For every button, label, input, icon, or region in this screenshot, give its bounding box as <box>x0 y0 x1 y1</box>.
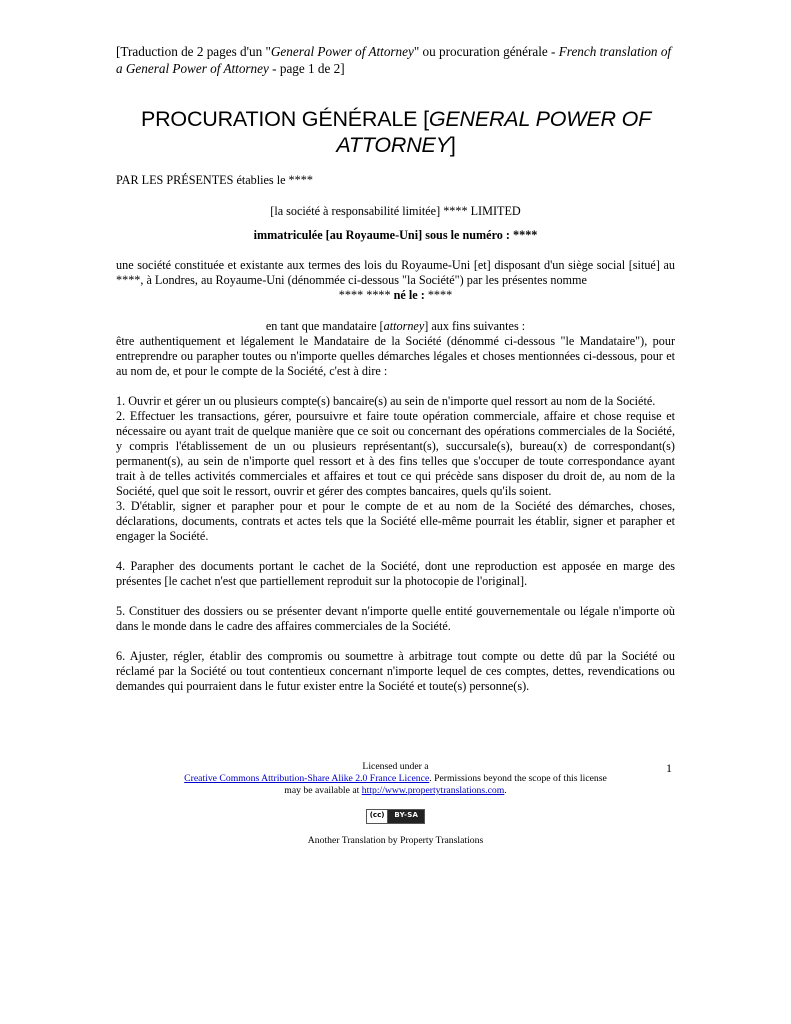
cc-by-sa-badge-icon[interactable]: (cc) BY-SA <box>366 809 426 824</box>
website-link[interactable]: http://www.propertytranslations.com <box>361 785 505 796</box>
document-title: PROCURATION GÉNÉRALE [GENERAL POWER OF ATTORNEY] <box>140 107 652 157</box>
clause-6: 6. Ajuster, régler, établir des compromis ou soumettre à arbitrage tout compte ou dette dû par la Société ou réclamé par la Société ou tout contentieux concernant n'importe lequel de ces comptes, dettes, revendications ou demandes qui pourraient dans le futur exister entre la Société et toute(s) personne(s). <box>116 649 675 693</box>
clause-3: 3. D'établir, signer et parapher pour et pour le compte de et au nom de la Société des démarches, choses, déclarations, documents, contrats et actes tels que la Société elle-même pourrait les établir, signer et parapher et engager la Société. <box>116 499 675 543</box>
header-text: - page 1 de 2] <box>268 61 345 76</box>
attribution-text: Another Translation by Property Translations <box>307 835 484 846</box>
clause-2: 2. Effectuer les transactions, gérer, poursuivre et faire toute opération commerciale, affaire et chose requise et nécessaire ou ayant trait de quelque manière que ce soit ou concernant des opérations commerciales de la Société, y compris l'établissement de un ou plusieurs représentant(s), succursale(s), bureau(x) de correspondant(s) permanent(s), au sein de n'importe quel ressort et à des fins telles que s'occuper de toute correspondance ayant trait à de telles activités commerciales et affaires et tout ce qui précède sans disposer du droit de, au nom de la Société, quel que soit le ressort, ouvrir et gérer des comptes bancaires, quels qu'ils soient. <box>116 409 675 498</box>
mandate-paragraph: être authentiquement et légalement le Mandataire de la Société (dénommé ci-dessous "le Mandataire"), pour entreprendre ou parapher toutes ou n'importe quelles démarches légales et choses mentionnées ci-dessous, pour et au nom de, et pour le compte de la Société, c'est à dire : <box>116 334 675 378</box>
company-description: une société constituée et existante aux termes des lois du Royaume-Uni [et] disposant d'un siège social [situé] au ****, à Londres, au Royaume-Uni (dénommée ci-dessous "la Société") par les présentes nomme <box>116 258 675 287</box>
clause-4: 4. Parapher des documents portant le cachet de la Société, dont une reproduction est apposée en marge des présentes [le cachet n'est que partiellement reproduit sur la photocopie de l'original]. <box>116 559 675 588</box>
intro-line: PAR LES PRÉSENTES établies le **** <box>116 173 313 187</box>
header-text: [Traduction de 2 pages d'un " <box>116 44 271 59</box>
header-italic-text: General Power of Attorney <box>270 44 414 59</box>
page-number: 1 <box>666 761 672 775</box>
translation-header <box>116 43 678 77</box>
license-link[interactable]: Creative Commons Attribution-Share Alike 2.0 France Licence <box>184 773 430 784</box>
license-footer <box>116 761 675 847</box>
header-text: " ou procuration générale - <box>413 44 559 59</box>
licensed-text: Licensed under a <box>362 761 429 772</box>
mandate-heading: en tant que mandataire [attorney] aux fins suivantes : <box>265 319 526 333</box>
availability-line: may be available at http://www.propertytranslations.com. <box>284 785 507 796</box>
company-line: [la société à responsabilité limitée] **** LIMITED <box>270 204 521 218</box>
document-body <box>116 173 675 694</box>
registration-line: immatriculée [au Royaume-Uni] sous le numéro : **** <box>253 228 538 242</box>
license-line: Creative Commons Attribution-Share Alike 2.0 France Licence. Permissions beyond the scope of this license <box>184 773 607 784</box>
header-italic-text: French translation of a General Power of Attorney <box>116 44 672 76</box>
nominee-line: **** **** né le : **** <box>338 288 453 302</box>
clause-5: 5. Constituer des dossiers ou se présenter devant n'importe quelle entité gouvernementale ou légale n'importe où dans le monde dans le cadre des affaires commerciales de la Société. <box>116 604 675 633</box>
clause-1: 1. Ouvrir et gérer un ou plusieurs compte(s) bancaire(s) au sein de n'importe quel ressort au nom de la Société. <box>116 394 656 408</box>
